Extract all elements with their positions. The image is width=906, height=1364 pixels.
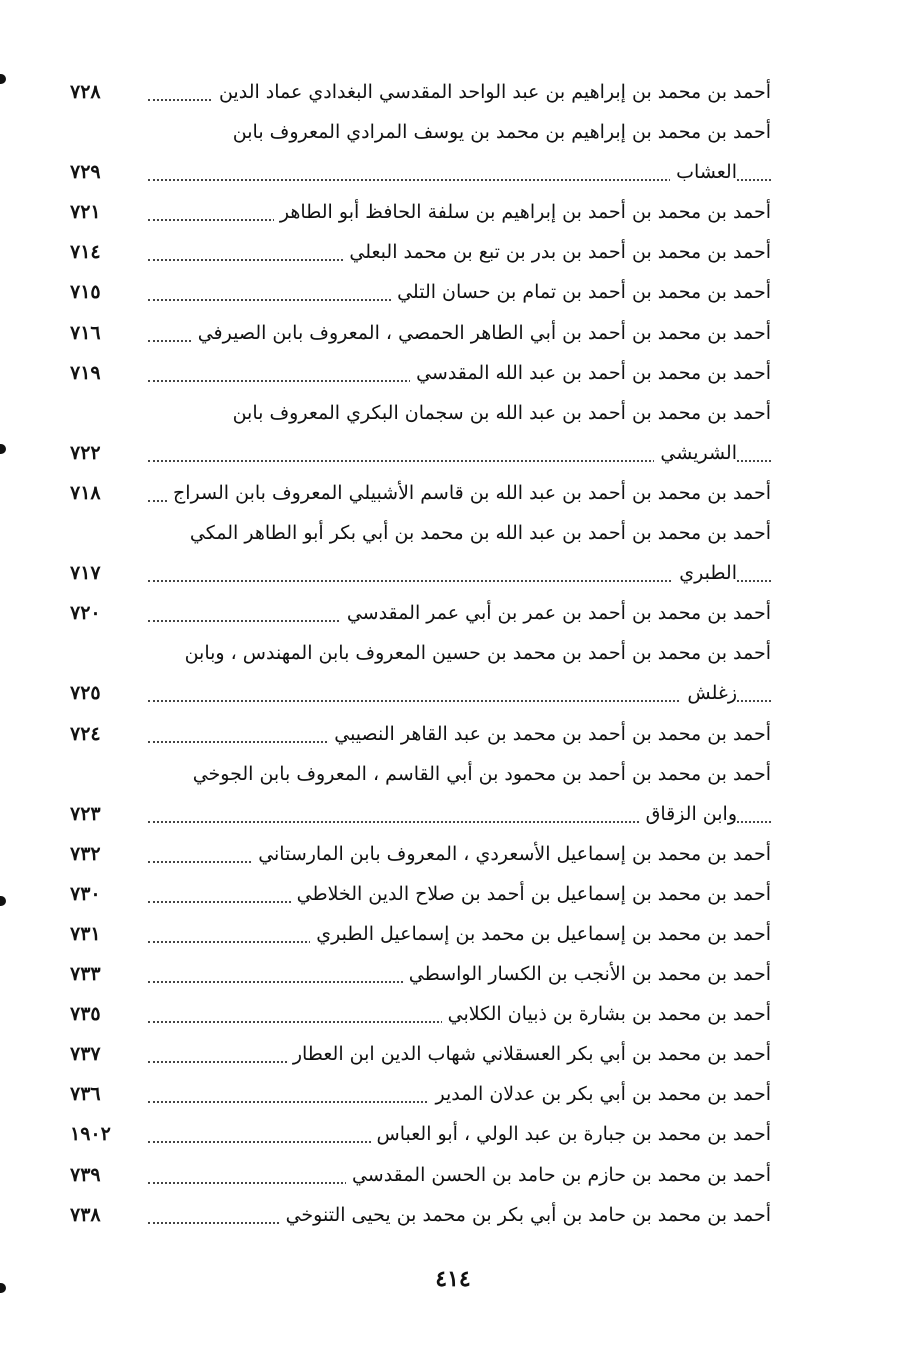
entry-name: أحمد بن محمد بن أحمد بن بدر بن تبع بن محمد البعلي xyxy=(343,238,771,266)
index-entry xyxy=(70,475,771,515)
index-entry xyxy=(70,315,771,355)
entry-line xyxy=(70,1076,771,1116)
entry-page-number: ٧٢١ xyxy=(70,201,101,224)
entry-name-continuation: وابن الزقاق xyxy=(640,800,737,828)
entry-name: أحمد بن محمد بن أبي بكر العسقلاني شهاب الدين ابن العطار xyxy=(287,1040,771,1068)
entry-line xyxy=(70,154,771,194)
index-entry xyxy=(70,395,771,475)
index-entry xyxy=(70,635,771,715)
entry-line xyxy=(70,555,771,595)
index-entry xyxy=(70,515,771,595)
entry-page-number: ٧٢٠ xyxy=(70,602,101,625)
entry-line xyxy=(70,836,771,876)
entry-name: أحمد بن محمد بن أحمد بن عمر بن أبي عمر المقدسي xyxy=(341,599,771,627)
entry-page-number: ٧١٤ xyxy=(70,241,101,264)
entry-name: أحمد بن محمد بن أحمد بن أبي الطاهر الحمصي ، المعروف بابن الصيرفي xyxy=(192,319,771,347)
entry-name: أحمد بن محمد بن أحمد بن محمود بن أبي القاسم ، المعروف بابن الجوخي xyxy=(187,760,771,788)
entry-page-number: ٧٣٩ xyxy=(70,1163,101,1186)
index-entry xyxy=(70,1036,771,1076)
index-entry xyxy=(70,355,771,395)
entry-line xyxy=(70,1036,771,1076)
entry-page-number: ٧٣٨ xyxy=(70,1203,101,1226)
index-entry xyxy=(70,1116,771,1156)
entry-name: أحمد بن محمد بن أحمد بن إبراهيم بن سلفة الحافظ أبو الطاهر xyxy=(274,198,771,226)
entry-page-number: ٧١٥ xyxy=(70,281,101,304)
entry-line xyxy=(70,675,771,715)
entry-name: أحمد بن محمد بن أحمد بن عبد الله بن سجمان البكري المعروف بابن xyxy=(227,399,771,427)
dot-leader xyxy=(148,700,771,702)
entry-line xyxy=(70,435,771,475)
index-entry xyxy=(70,194,771,234)
entry-line xyxy=(70,274,771,314)
entry-line xyxy=(70,234,771,274)
entry-line xyxy=(70,876,771,916)
entry-page-number: ٧٣٠ xyxy=(70,882,101,905)
entry-name: أحمد بن محمد بن أحمد بن عبد الله بن قاسم الأشبيلي المعروف بابن السراج xyxy=(167,479,771,507)
index-entry xyxy=(70,916,771,956)
entry-name: أحمد بن محمد بن إسماعيل الأسعردي ، المعروف بابن المارستاني xyxy=(252,840,771,868)
entry-page-number: ٧٢٣ xyxy=(70,802,101,825)
entry-line xyxy=(70,1157,771,1197)
entry-line xyxy=(70,315,771,355)
entry-page-number: ٧٣٦ xyxy=(70,1083,101,1106)
entry-line xyxy=(70,1197,771,1237)
entry-page-number: ٧٣٢ xyxy=(70,842,101,865)
entry-page-number: ٧٣٥ xyxy=(70,1003,101,1026)
entry-name: أحمد بن محمد بن حامد بن أبي بكر بن محمد بن يحيى التنوخي xyxy=(280,1201,771,1229)
entry-page-number: ٧١٨ xyxy=(70,481,101,504)
entry-line xyxy=(70,996,771,1036)
entry-name-continuation: العشاب xyxy=(670,158,737,186)
entry-page-number: ٧٢٢ xyxy=(70,441,101,464)
entry-name: أحمد بن محمد بن أحمد بن عبد الله بن محمد بن أبي بكر أبو الطاهر المكي xyxy=(184,519,771,547)
entry-line xyxy=(70,956,771,996)
entry-name: أحمد بن محمد بن أبي بكر بن عدلان المدير xyxy=(429,1080,771,1108)
index-entry xyxy=(70,716,771,756)
entry-line xyxy=(70,916,771,956)
entry-page-number: ٧٢٩ xyxy=(70,161,101,184)
entry-name: أحمد بن محمد بن أحمد بن عبد الله المقدسي xyxy=(410,359,771,387)
entry-line xyxy=(70,635,771,675)
entry-line xyxy=(70,74,771,114)
entry-line xyxy=(70,756,771,796)
entry-line xyxy=(70,355,771,395)
entry-name: أحمد بن محمد بن الأنجب بن الكسار الواسطي xyxy=(403,960,771,988)
index-entry xyxy=(70,595,771,635)
index-entry xyxy=(70,1157,771,1197)
index-entries xyxy=(70,74,771,1237)
entry-line xyxy=(70,114,771,154)
entry-name: أحمد بن محمد بن جبارة بن عبد الولي ، أبو العباس xyxy=(371,1120,771,1148)
index-entry xyxy=(70,74,771,114)
index-entry xyxy=(70,274,771,314)
entry-line xyxy=(70,515,771,555)
entry-page-number: ٧١٩ xyxy=(70,361,101,384)
entry-name: أحمد بن محمد بن إسماعيل بن محمد بن إسماعيل الطبري xyxy=(310,920,771,948)
entry-line xyxy=(70,475,771,515)
entry-page-number: ٧٣١ xyxy=(70,922,101,945)
index-entry xyxy=(70,234,771,274)
index-entry xyxy=(70,876,771,916)
entry-name: أحمد بن محمد بن إبراهيم بن عبد الواحد المقدسي البغدادي عماد الدين xyxy=(213,78,771,106)
entry-page-number: ٧١٦ xyxy=(70,321,101,344)
entry-name-continuation: الطبري xyxy=(673,559,737,587)
index-entry xyxy=(70,1197,771,1237)
entry-page-number: ٧٢٨ xyxy=(70,81,101,103)
page-number: ٤١٤ xyxy=(435,1266,471,1292)
entry-name: أحمد بن محمد بن إبراهيم بن محمد بن يوسف المرادي المعروف بابن xyxy=(227,118,771,146)
entry-name: أحمد بن محمد بن بشارة بن ذبيان الكلابي xyxy=(442,1000,771,1028)
entry-name: أحمد بن محمد بن إسماعيل بن أحمد بن صلاح الدين الخلاطي xyxy=(291,880,771,908)
index-entry xyxy=(70,836,771,876)
entry-line xyxy=(70,1116,771,1156)
index-entry xyxy=(70,114,771,194)
entry-page-number: ٧٣٣ xyxy=(70,963,101,986)
edge-mark xyxy=(0,74,6,84)
entry-name: أحمد بن محمد بن أحمد بن محمد بن عبد القاهر النصيبي xyxy=(328,720,771,748)
entry-name: أحمد بن محمد بن أحمد بن تمام بن حسان التلي xyxy=(391,278,771,306)
index-entry xyxy=(70,996,771,1036)
index-entry xyxy=(70,1076,771,1116)
entry-page-number: ١٩٠٢ xyxy=(70,1123,111,1146)
edge-mark xyxy=(0,896,6,906)
edge-mark xyxy=(0,444,6,454)
entry-name: أحمد بن محمد بن حازم بن حامد بن الحسن المقدسي xyxy=(346,1161,771,1189)
index-entry xyxy=(70,956,771,996)
index-entry xyxy=(70,756,771,836)
entry-page-number: ٧١٧ xyxy=(70,562,101,585)
entry-line xyxy=(70,796,771,836)
entry-name-continuation: الشريشي xyxy=(654,439,737,467)
entry-line xyxy=(70,395,771,435)
entry-line xyxy=(70,595,771,635)
entry-page-number: ٧٢٥ xyxy=(70,682,101,705)
entry-line xyxy=(70,716,771,756)
entry-page-number: ٧٣٧ xyxy=(70,1043,101,1066)
entry-name-continuation: زغلش xyxy=(681,679,737,707)
entry-page-number: ٧٢٤ xyxy=(70,722,101,745)
entry-name: أحمد بن محمد بن أحمد بن محمد بن حسين المعروف بابن المهندس ، وبابن xyxy=(179,639,771,667)
entry-line xyxy=(70,194,771,234)
